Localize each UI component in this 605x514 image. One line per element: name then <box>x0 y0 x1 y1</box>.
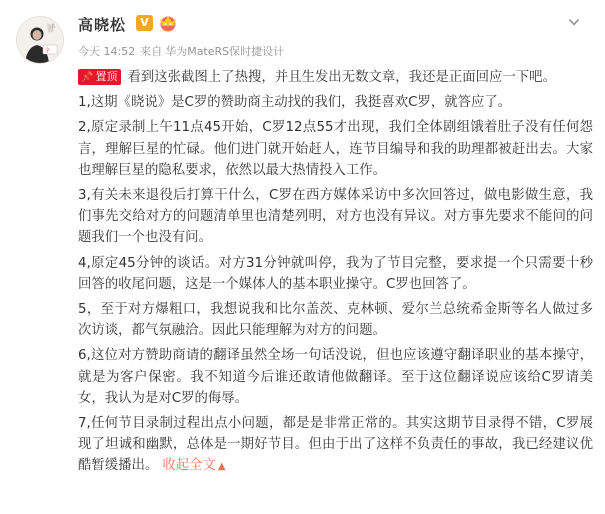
member-badge-icon[interactable] <box>157 14 179 32</box>
verified-v-icon[interactable]: V <box>136 15 153 31</box>
post-meta <box>78 43 289 59</box>
paragraph-2: 2,原定录制上午11点45开始，C罗12点55才出现，我们全体剧组饿着肚子没有任何怨言，理解巨星的忙碌。他们进门就开始赶人，连节目编导和我的助理都被赶出去。大家也理解巨星的隐私要求，依然以最大热情投入工作。 <box>78 120 593 178</box>
svg-text:字: 字 <box>45 48 51 54</box>
paragraph-5: 5，至于对方爆粗口，我想说我和比尔盖茨、克林顿、爱尔兰总统希金斯等名人做过多次访谈，都气氛融洽。因此只能理解为对方的问题。 <box>78 302 593 339</box>
paragraph-text: 7,任何节目录制过程出点小问题，都是是非常正常的。其实这期节目录得不错，C罗展现了坦诚和幽默，总体是一期好节目。但由于出了这样不负责任的事故，我已经建议优酷暂缓播出。 <box>78 416 593 474</box>
author-name[interactable]: 高晓松 <box>78 16 127 34</box>
source-device[interactable]: 华为MateRS保时捷设计 <box>165 45 285 58</box>
paragraph-6: 6,这位对方赞助商请的翻译虽然全场一句话没说，但也应该遵守翻译职业的基本操守，就是为客户保密。我不知道今后谁还敢请他做翻译。至于这位翻译说应该给C罗请美女，我认为是对C罗的侮辱。 <box>78 348 593 406</box>
paragraph-7 <box>78 413 593 478</box>
svg-text:书: 书 <box>50 24 56 30</box>
collapse-arrow-icon[interactable]: ▲ <box>217 461 226 473</box>
source-prefix: 来自 <box>140 45 163 58</box>
avatar-image-icon <box>17 17 63 63</box>
collapse-text-link[interactable]: 收起全文 <box>162 458 216 474</box>
post-content <box>78 67 593 482</box>
author-avatar[interactable] <box>16 16 64 64</box>
pin-icon: 📌 <box>81 72 94 83</box>
pin-label: 置顶 <box>95 70 118 83</box>
post-time[interactable]: 今天 14:52 <box>78 45 136 58</box>
chevron-down-icon[interactable] <box>568 16 580 28</box>
pinned-badge <box>78 69 121 85</box>
paragraph-1: 1,这期《晓说》是C罗的赞助商主动找的我们，我挺喜欢C罗，就答应了。 <box>78 95 512 111</box>
paragraph-4: 4,原定45分钟的谈话。对方31分钟就叫停，我为了节目完整，要求提一个只需要十秒回答的收尾问题，这是一个媒体人的基本职业操守。C罗也回答了。 <box>78 255 593 292</box>
paragraph-text: 看到这张截图上了热搜，并且生发出无数文章，我还是正面回应一下吧。 <box>127 70 556 85</box>
paragraph-intro <box>78 67 593 88</box>
paragraph-3: 3,有关未来退役后打算干什么，C罗在西方媒体采访中多次回答过，做电影做生意，我们事先交给对方的问题清单里也清楚列明，对方也没有异议。对方事先要求不能问的问题我们一个也没有问。 <box>78 188 593 246</box>
